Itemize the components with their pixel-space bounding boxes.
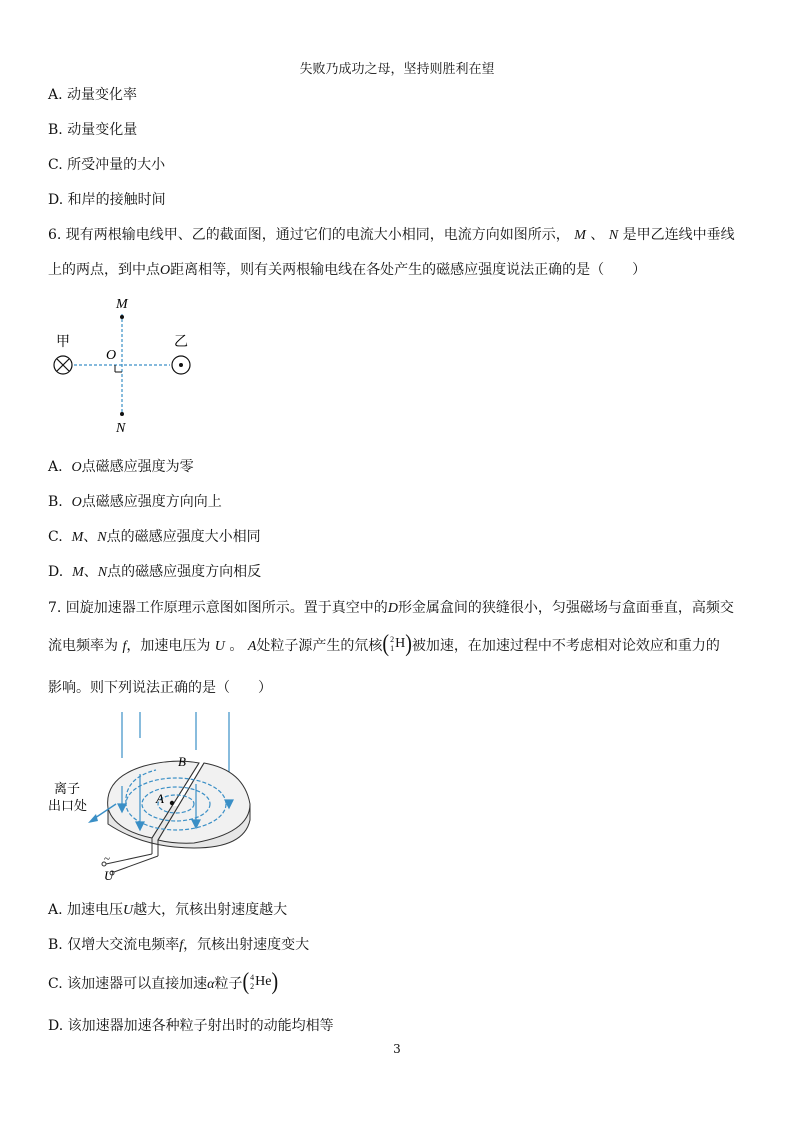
label-m: M	[116, 297, 128, 312]
q7-stem-line1: 7. 回旋加速器工作原理示意图如图所示。置于真空中的D形金属盒间的狭缝很小，匀强磁场与盒面垂直，高频交	[48, 600, 734, 616]
label-exit-line1: 离子	[54, 781, 81, 796]
q5-option-a: A. 动量变化率	[48, 87, 138, 103]
q7-option-b: B. 仅增大交流电频率f，氘核出射速度变大	[48, 937, 310, 953]
label-tilde: ~	[104, 853, 110, 865]
q7-stem-line3: 影响。则下列说法正确的是（ ）	[48, 680, 272, 696]
page-header: 失败乃成功之母，坚持则胜利在望	[299, 62, 495, 77]
q6-option-a: A. O点磁感应强度为零	[48, 459, 194, 475]
point-n-marker	[120, 412, 124, 416]
particle-source-marker	[170, 801, 174, 805]
label-exit-line2: 出口处	[48, 798, 88, 813]
cyclotron-diagram	[44, 708, 254, 883]
q6-option-b: B. O点磁感应强度方向向上	[48, 494, 222, 510]
label-jia: 甲	[56, 335, 70, 350]
point-m-marker	[120, 315, 124, 319]
q6-wire-diagram	[44, 292, 214, 437]
q6-stem-line2: 上的两点，到中点O距离相等，则有关两根输电线在各处产生的磁感应强度说法正确的是（ ）	[48, 262, 647, 278]
q6-option-c: C. M、N点的磁感应强度大小相同	[48, 529, 261, 545]
label-a: A	[156, 791, 164, 806]
label-n: N	[116, 421, 126, 436]
q6-option-d: D. M、N点的磁感应强度方向相反	[48, 564, 262, 580]
deuteron-symbol: ( 2 1 H )	[382, 630, 412, 658]
q5-option-c: C. 所受冲量的大小	[48, 157, 166, 173]
q7-option-c: C. 该加速器可以直接加速α粒子 ( 4 2 He )	[48, 968, 279, 996]
helium-symbol: ( 4 2 He )	[242, 968, 279, 996]
q5-option-d: D. 和岸的接触时间	[48, 192, 166, 208]
q7-option-a: A. 加速电压U越大，氘核出射速度越大	[48, 902, 288, 918]
label-u: U	[104, 868, 114, 883]
label-yi: 乙	[174, 335, 188, 350]
page-number: 3	[393, 1042, 401, 1056]
q5-option-b: B. 动量变化量	[48, 122, 138, 138]
q6-stem-line1: 6. 现有两根输电线甲、乙的截面图，通过它们的电流大小相同，电流方向如图所示， M 、 N 是甲乙连线中垂线	[48, 227, 735, 243]
q7-option-d: D. 该加速器加速各种粒子射出时的动能均相等	[48, 1018, 334, 1034]
label-o: O	[106, 348, 117, 363]
label-b: B	[178, 754, 186, 769]
q7-stem-line2: 流电频率为 f，加速电压为 U 。 A处粒子源产生的氘核 ( 2 1 H ) 被加速，在加速过程中不考虑相对论效应和重力的	[48, 630, 720, 658]
